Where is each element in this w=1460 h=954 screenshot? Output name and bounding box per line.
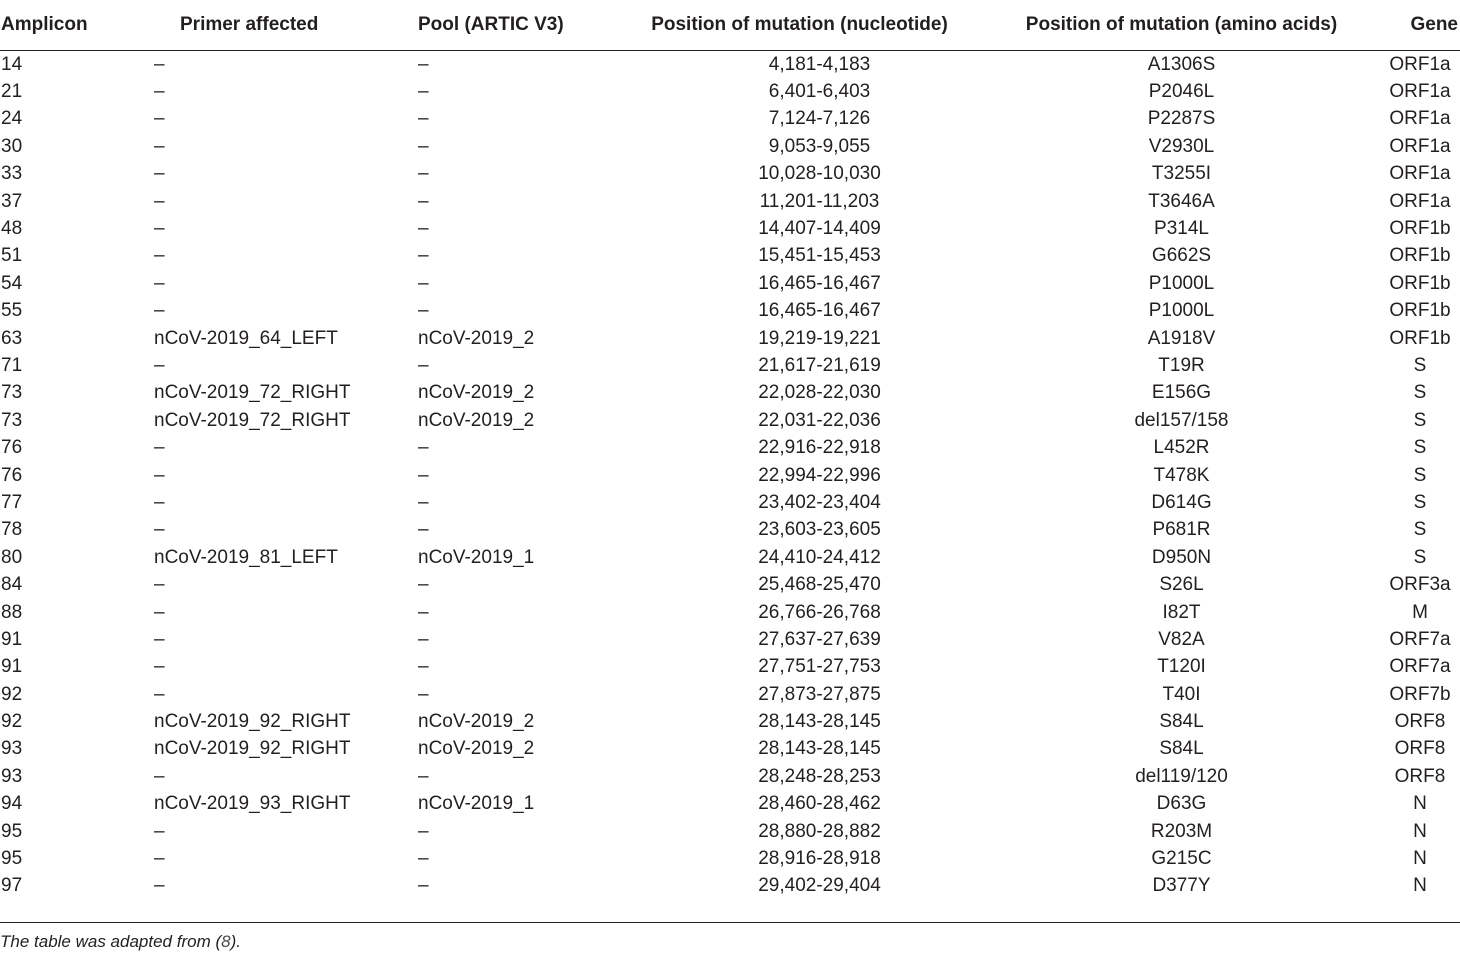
table-row xyxy=(0,736,1460,763)
cell-position-amino-acids: R203M xyxy=(1150,820,1213,842)
footnote-suffix: ). xyxy=(230,932,241,951)
cell-position-nucleotide: 28,143-28,145 xyxy=(758,711,881,733)
cell-primer-affected: – xyxy=(154,491,165,513)
cell-position-nucleotide: 22,028-22,030 xyxy=(758,382,881,404)
cell-primer-affected: – xyxy=(154,519,165,541)
cell-pool: – xyxy=(418,848,429,870)
cell-amplicon: 77 xyxy=(1,491,23,513)
cell-gene: S xyxy=(1413,437,1427,459)
cell-position-nucleotide: 11,201-11,203 xyxy=(759,190,880,212)
table-row xyxy=(0,188,1460,215)
cell-position-nucleotide: 28,143-28,145 xyxy=(758,738,881,760)
table-row xyxy=(0,626,1460,653)
cell-position-nucleotide: 22,031-22,036 xyxy=(758,409,881,431)
cell-gene: S xyxy=(1413,491,1427,513)
cell-gene: ORF1a xyxy=(1389,53,1451,75)
cell-pool: nCoV-2019_1 xyxy=(418,546,535,568)
cell-position-nucleotide: 21,617-21,619 xyxy=(758,354,881,376)
cell-gene: S xyxy=(1413,464,1427,486)
cell-amplicon: 54 xyxy=(1,272,23,294)
table-row xyxy=(0,873,1460,900)
cell-primer-affected: nCoV-2019_81_LEFT xyxy=(154,546,338,568)
table-row xyxy=(0,791,1460,818)
cell-primer-affected: – xyxy=(154,683,165,705)
cell-amplicon: 92 xyxy=(1,711,23,733)
cell-position-amino-acids: D950N xyxy=(1151,546,1212,568)
cell-amplicon: 94 xyxy=(1,793,23,815)
cell-position-amino-acids: L452R xyxy=(1153,437,1210,459)
cell-amplicon: 14 xyxy=(1,53,23,75)
cell-position-nucleotide: 26,766-26,768 xyxy=(758,601,881,623)
cell-position-nucleotide: 28,880-28,882 xyxy=(758,820,881,842)
cell-primer-affected: – xyxy=(154,574,165,596)
cell-position-amino-acids: S26L xyxy=(1159,574,1204,596)
cell-position-amino-acids: T3646A xyxy=(1148,190,1215,212)
cell-position-nucleotide: 22,994-22,996 xyxy=(758,464,881,486)
cell-gene: S xyxy=(1413,382,1427,404)
cell-pool: – xyxy=(418,437,429,459)
cell-amplicon: 80 xyxy=(1,546,23,568)
cell-position-nucleotide: 29,402-29,404 xyxy=(758,875,881,897)
cell-position-nucleotide: 9,053-9,055 xyxy=(768,135,871,157)
cell-amplicon: 93 xyxy=(1,738,23,760)
cell-gene: N xyxy=(1413,848,1427,870)
cell-pool: – xyxy=(418,464,429,486)
cell-position-nucleotide: 4,181-4,183 xyxy=(768,53,871,75)
table-row xyxy=(0,298,1460,325)
cell-gene: ORF1b xyxy=(1389,272,1451,294)
table-header xyxy=(0,0,1460,51)
cell-primer-affected: nCoV-2019_64_LEFT xyxy=(154,327,338,349)
cell-amplicon: 73 xyxy=(1,382,23,404)
cell-amplicon: 24 xyxy=(1,108,23,130)
cell-amplicon: 30 xyxy=(1,135,23,157)
cell-position-amino-acids: P1000L xyxy=(1148,300,1215,322)
cell-primer-affected: – xyxy=(154,300,165,322)
cell-primer-affected: – xyxy=(154,190,165,212)
table-row xyxy=(0,462,1460,489)
cell-primer-affected: – xyxy=(154,245,165,267)
cell-pool: – xyxy=(418,218,429,240)
cell-amplicon: 95 xyxy=(1,820,23,842)
cell-position-nucleotide: 25,468-25,470 xyxy=(758,574,881,596)
cell-position-nucleotide: 10,028-10,030 xyxy=(758,163,881,185)
cell-pool: nCoV-2019_2 xyxy=(418,711,535,733)
cell-amplicon: 63 xyxy=(1,327,23,349)
cell-pool: nCoV-2019_2 xyxy=(418,327,535,349)
cell-amplicon: 48 xyxy=(1,218,23,240)
cell-pool: – xyxy=(418,300,429,322)
cell-position-nucleotide: 7,124-7,126 xyxy=(768,108,871,130)
cell-primer-affected: – xyxy=(154,53,165,75)
cell-primer-affected: – xyxy=(154,163,165,185)
cell-amplicon: 51 xyxy=(1,245,23,267)
table-row xyxy=(0,215,1460,242)
cell-pool: nCoV-2019_2 xyxy=(418,382,535,404)
cell-pool: – xyxy=(418,190,429,212)
cell-amplicon: 84 xyxy=(1,574,23,596)
header-pool: Pool (ARTIC V3) xyxy=(410,0,616,51)
cell-amplicon: 71 xyxy=(1,354,23,376)
cell-primer-affected: nCoV-2019_92_RIGHT xyxy=(154,711,351,733)
cell-position-amino-acids: del119/120 xyxy=(1135,765,1228,787)
cell-primer-affected: – xyxy=(154,135,165,157)
cell-position-amino-acids: P1000L xyxy=(1148,272,1215,294)
cell-amplicon: 33 xyxy=(1,163,23,185)
cell-position-amino-acids: A1306S xyxy=(1147,53,1216,75)
footnote-reference-link[interactable]: 8 xyxy=(221,932,231,951)
table-row xyxy=(0,407,1460,434)
cell-gene: ORF8 xyxy=(1394,765,1446,787)
cell-position-amino-acids: T478K xyxy=(1153,464,1210,486)
cell-primer-affected: nCoV-2019_72_RIGHT xyxy=(154,409,351,431)
table-row xyxy=(0,489,1460,516)
table-row xyxy=(0,845,1460,872)
cell-primer-affected: – xyxy=(154,437,165,459)
cell-position-amino-acids: V82A xyxy=(1158,628,1205,650)
table-row xyxy=(0,544,1460,571)
cell-pool: – xyxy=(418,135,429,157)
cell-gene: ORF1a xyxy=(1389,190,1451,212)
cell-gene: ORF1a xyxy=(1389,108,1451,130)
cell-pool: – xyxy=(418,656,429,678)
cell-position-amino-acids: P681R xyxy=(1152,519,1211,541)
table-row xyxy=(0,571,1460,598)
cell-position-nucleotide: 27,751-27,753 xyxy=(758,656,881,678)
cell-amplicon: 91 xyxy=(1,628,23,650)
cell-pool: – xyxy=(418,491,429,513)
cell-primer-affected: nCoV-2019_72_RIGHT xyxy=(154,382,351,404)
cell-position-amino-acids: G662S xyxy=(1151,245,1212,267)
table-row xyxy=(0,161,1460,188)
cell-position-amino-acids: V2930L xyxy=(1148,135,1215,157)
cell-pool: – xyxy=(418,81,429,103)
cell-amplicon: 93 xyxy=(1,765,23,787)
table-row xyxy=(0,818,1460,845)
cell-primer-affected: – xyxy=(154,272,165,294)
cell-position-amino-acids: E156G xyxy=(1151,382,1212,404)
cell-primer-affected: – xyxy=(154,656,165,678)
cell-amplicon: 92 xyxy=(1,683,23,705)
cell-amplicon: 76 xyxy=(1,464,23,486)
cell-primer-affected: – xyxy=(154,108,165,130)
cell-primer-affected: – xyxy=(154,354,165,376)
cell-position-amino-acids: S84L xyxy=(1159,711,1204,733)
table-row xyxy=(0,654,1460,681)
cell-gene: ORF3a xyxy=(1389,574,1451,596)
cell-gene: S xyxy=(1413,546,1427,568)
table-row xyxy=(0,681,1460,708)
table-row xyxy=(0,517,1460,544)
cell-gene: ORF1b xyxy=(1389,245,1451,267)
cell-primer-affected: – xyxy=(154,765,165,787)
cell-amplicon: 73 xyxy=(1,409,23,431)
cell-amplicon: 97 xyxy=(1,875,23,897)
cell-position-amino-acids: T3255I xyxy=(1151,163,1212,185)
cell-gene: ORF7b xyxy=(1389,683,1451,705)
cell-position-nucleotide: 6,401-6,403 xyxy=(768,81,871,103)
cell-position-nucleotide: 27,637-27,639 xyxy=(758,628,881,650)
cell-gene: ORF1b xyxy=(1389,218,1451,240)
cell-amplicon: 21 xyxy=(1,81,23,103)
cell-primer-affected: – xyxy=(154,218,165,240)
table-row xyxy=(0,51,1460,79)
cell-gene: ORF8 xyxy=(1394,738,1446,760)
cell-primer-affected: – xyxy=(154,601,165,623)
cell-primer-affected: – xyxy=(154,81,165,103)
cell-position-amino-acids: T40I xyxy=(1162,683,1201,705)
header-gene: Gene xyxy=(1380,0,1460,51)
header-amplicon: Amplicon xyxy=(0,0,148,51)
header-row xyxy=(0,0,1460,51)
cell-position-nucleotide: 27,873-27,875 xyxy=(758,683,881,705)
cell-position-nucleotide: 23,603-23,605 xyxy=(758,519,881,541)
cell-position-amino-acids: T19R xyxy=(1158,354,1205,376)
cell-pool: – xyxy=(418,272,429,294)
cell-position-amino-acids: P2287S xyxy=(1147,108,1216,130)
cell-pool: – xyxy=(418,601,429,623)
table-row xyxy=(0,78,1460,105)
cell-amplicon: 91 xyxy=(1,656,23,678)
cell-pool: – xyxy=(418,354,429,376)
cell-gene: ORF7a xyxy=(1389,628,1451,650)
table-row xyxy=(0,243,1460,270)
cell-position-amino-acids: S84L xyxy=(1159,738,1204,760)
cell-amplicon: 78 xyxy=(1,519,23,541)
cell-gene: ORF1a xyxy=(1389,81,1451,103)
table-row xyxy=(0,352,1460,379)
table-row xyxy=(0,599,1460,626)
cell-pool: – xyxy=(418,163,429,185)
cell-gene: N xyxy=(1413,875,1427,897)
cell-position-nucleotide: 15,451-15,453 xyxy=(758,245,881,267)
cell-primer-affected: nCoV-2019_93_RIGHT xyxy=(154,793,351,815)
cell-gene: ORF1a xyxy=(1389,135,1451,157)
table-body xyxy=(0,51,1460,901)
cell-gene: ORF1b xyxy=(1389,327,1451,349)
cell-position-amino-acids: D377Y xyxy=(1152,875,1211,897)
cell-position-nucleotide: 22,916-22,918 xyxy=(758,437,881,459)
cell-gene: ORF8 xyxy=(1394,711,1446,733)
cell-gene: M xyxy=(1412,601,1428,623)
cell-position-amino-acids: P2046L xyxy=(1148,81,1215,103)
cell-position-nucleotide: 24,410-24,412 xyxy=(758,546,881,568)
cell-gene: ORF1b xyxy=(1389,300,1451,322)
cell-position-amino-acids: I82T xyxy=(1162,601,1201,623)
header-position-nucleotide: Position of mutation (nucleotide) xyxy=(616,0,983,51)
cell-position-nucleotide: 19,219-19,221 xyxy=(758,327,881,349)
cell-amplicon: 55 xyxy=(1,300,23,322)
table-row xyxy=(0,106,1460,133)
cell-position-nucleotide: 14,407-14,409 xyxy=(758,218,881,240)
cell-pool: – xyxy=(418,519,429,541)
cell-position-amino-acids: T120I xyxy=(1157,656,1206,678)
table-row xyxy=(0,270,1460,297)
cell-amplicon: 95 xyxy=(1,848,23,870)
footnote-prefix: The table was adapted from ( xyxy=(0,932,222,951)
cell-gene: ORF1a xyxy=(1389,163,1451,185)
cell-primer-affected: – xyxy=(154,820,165,842)
cell-position-amino-acids: D614G xyxy=(1151,491,1212,513)
table-bottom-rule xyxy=(0,922,1460,923)
table-row xyxy=(0,763,1460,790)
cell-amplicon: 88 xyxy=(1,601,23,623)
cell-position-nucleotide: 16,465-16,467 xyxy=(758,300,881,322)
cell-gene: S xyxy=(1413,354,1427,376)
cell-pool: nCoV-2019_2 xyxy=(418,409,535,431)
cell-position-amino-acids: G215C xyxy=(1151,848,1212,870)
cell-amplicon: 76 xyxy=(1,437,23,459)
header-primer-affected: Primer affected xyxy=(148,0,410,51)
cell-amplicon: 37 xyxy=(1,190,23,212)
cell-primer-affected: – xyxy=(154,464,165,486)
cell-position-nucleotide: 16,465-16,467 xyxy=(758,272,881,294)
cell-pool: – xyxy=(418,628,429,650)
cell-gene: S xyxy=(1413,409,1427,431)
cell-primer-affected: – xyxy=(154,628,165,650)
cell-gene: ORF7a xyxy=(1389,656,1451,678)
cell-position-amino-acids: del157/158 xyxy=(1134,409,1229,431)
cell-pool: – xyxy=(418,108,429,130)
cell-pool: – xyxy=(418,245,429,267)
table-row xyxy=(0,434,1460,461)
cell-position-amino-acids: D63G xyxy=(1156,793,1207,815)
cell-primer-affected: – xyxy=(154,848,165,870)
cell-position-nucleotide: 28,460-28,462 xyxy=(758,793,881,815)
cell-gene: S xyxy=(1413,519,1427,541)
cell-primer-affected: nCoV-2019_92_RIGHT xyxy=(154,738,351,760)
cell-pool: – xyxy=(418,574,429,596)
cell-pool: – xyxy=(418,820,429,842)
cell-position-nucleotide: 28,916-28,918 xyxy=(758,848,881,870)
table-footnote xyxy=(0,932,241,952)
cell-pool: – xyxy=(418,875,429,897)
cell-position-nucleotide: 28,248-28,253 xyxy=(758,765,881,787)
table-row xyxy=(0,133,1460,160)
cell-gene: N xyxy=(1413,793,1427,815)
cell-pool: – xyxy=(418,765,429,787)
cell-position-amino-acids: A1918V xyxy=(1147,327,1216,349)
table-row xyxy=(0,380,1460,407)
table-row xyxy=(0,325,1460,352)
cell-pool: – xyxy=(418,53,429,75)
cell-pool: – xyxy=(418,683,429,705)
cell-primer-affected: – xyxy=(154,875,165,897)
cell-position-amino-acids: P314L xyxy=(1154,218,1209,240)
table-row xyxy=(0,708,1460,735)
cell-position-nucleotide: 23,402-23,404 xyxy=(758,491,881,513)
cell-pool: nCoV-2019_1 xyxy=(418,793,535,815)
cell-pool: nCoV-2019_2 xyxy=(418,738,535,760)
cell-gene: N xyxy=(1413,820,1427,842)
header-position-amino-acids: Position of mutation (amino acids) xyxy=(983,0,1380,51)
